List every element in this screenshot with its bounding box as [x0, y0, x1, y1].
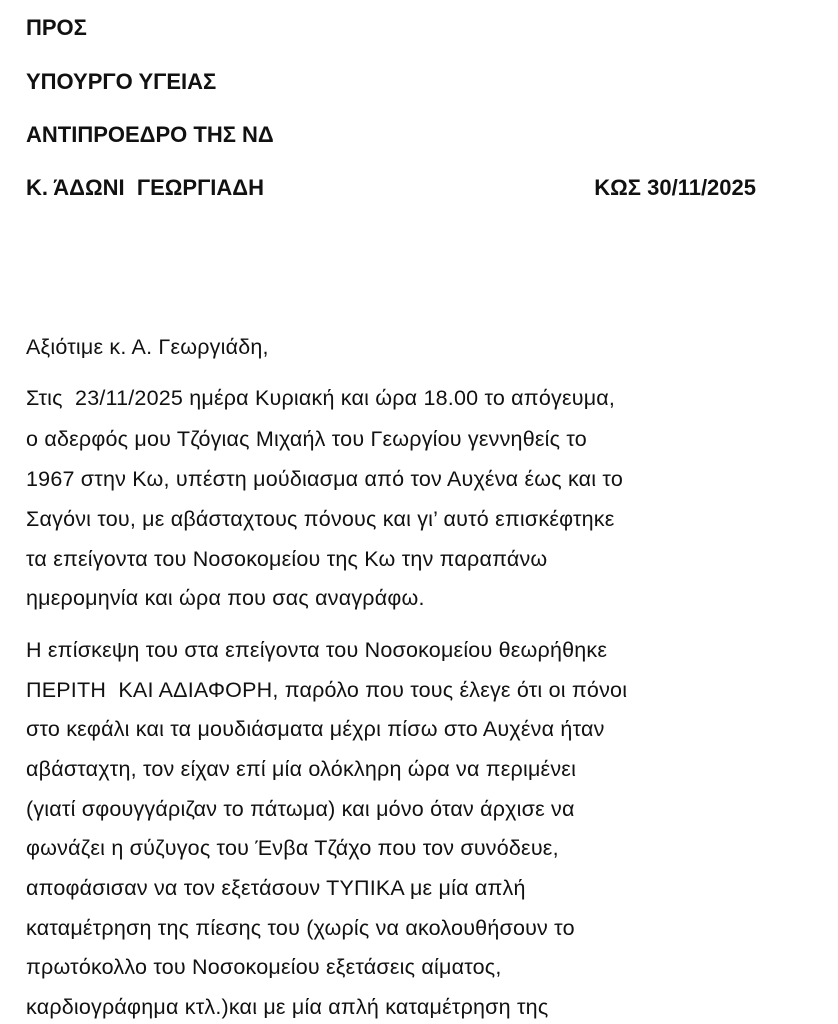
paragraph2-line: στο κεφάλι και τα μουδιάσματα μέχρι πίσω στο Αυχένα ήταν — [26, 717, 605, 741]
paragraph2-line: φωνάζει η σύζυγος του Ένβα Τζάχο που τον συνόδευε, — [26, 836, 559, 860]
place-date: ΚΩΣ 30/11/2025 — [594, 175, 756, 200]
letter-greeting: Αξιότιμε κ. Α. Γεωργιάδη, — [26, 335, 269, 359]
recipient-ministry: ΥΠΟΥΡΓΟ ΥΓΕΙΑΣ — [26, 69, 217, 94]
paragraph2-line: αβάσταχτη, τον είχαν επί μία ολόκληρη ώρα να περιμένει — [26, 757, 577, 781]
paragraph2-line: αποφάσισαν να τον εξετάσουν ΤΥΠΙΚΑ με μία απλή — [26, 876, 526, 900]
paragraph2-line: ΠΕΡΙΤΗ ΚΑΙ ΑΔΙΑΦΟΡΗ, παρόλο που τους έλεγε ότι οι πόνοι — [26, 678, 628, 702]
paragraph1-line: ημερομηνία και ώρα που σας αναγράφω. — [26, 586, 425, 610]
paragraph2-line: (γιατί σφουγγάριζαν το πάτωμα) και μόνο όταν άρχισε να — [26, 797, 575, 821]
paragraph1-line: ο αδερφός μου Τζόγιας Μιχαήλ του Γεωργίου γεννηθείς το — [26, 427, 587, 451]
paragraph2-line: πρωτόκολλο του Νοσοκομείου εξετάσεις αίματος, — [26, 955, 502, 979]
paragraph1-line: τα επείγοντα του Νοσοκομείου της Κω την παραπάνω — [26, 547, 548, 571]
paragraph1-line: 1967 στην Κω, υπέστη μούδιασμα από τον Αυχένα έως και το — [26, 467, 623, 491]
paragraph1-line: Σαγόνι του, με αβάσταχτους πόνους και γι’ αυτό επισκέφτηκε — [26, 507, 615, 531]
paragraph2-line: καταμέτρηση της πίεσης του (χωρίς να ακολουθήσουν το — [26, 916, 575, 940]
paragraph1-line: Στις 23/11/2025 ημέρα Κυριακή και ώρα 18.00 το απόγευμα, — [26, 386, 616, 410]
paragraph2-line: καρδιογράφημα κτλ.)και με μία απλή καταμέτρηση της — [26, 995, 549, 1019]
recipient-vice-president: ΑΝΤΙΠΡΟΕΔΡΟ ΤΗΣ ΝΔ — [26, 122, 274, 147]
recipient-name: Κ. ΆΔΩΝΙ ΓΕΩΡΓΙΑΔΗ — [26, 175, 264, 200]
recipient-to-label: ΠΡΟΣ — [26, 15, 87, 40]
paragraph2-line: Η επίσκεψη του στα επείγοντα του Νοσοκομείου θεωρήθηκε — [26, 638, 608, 662]
